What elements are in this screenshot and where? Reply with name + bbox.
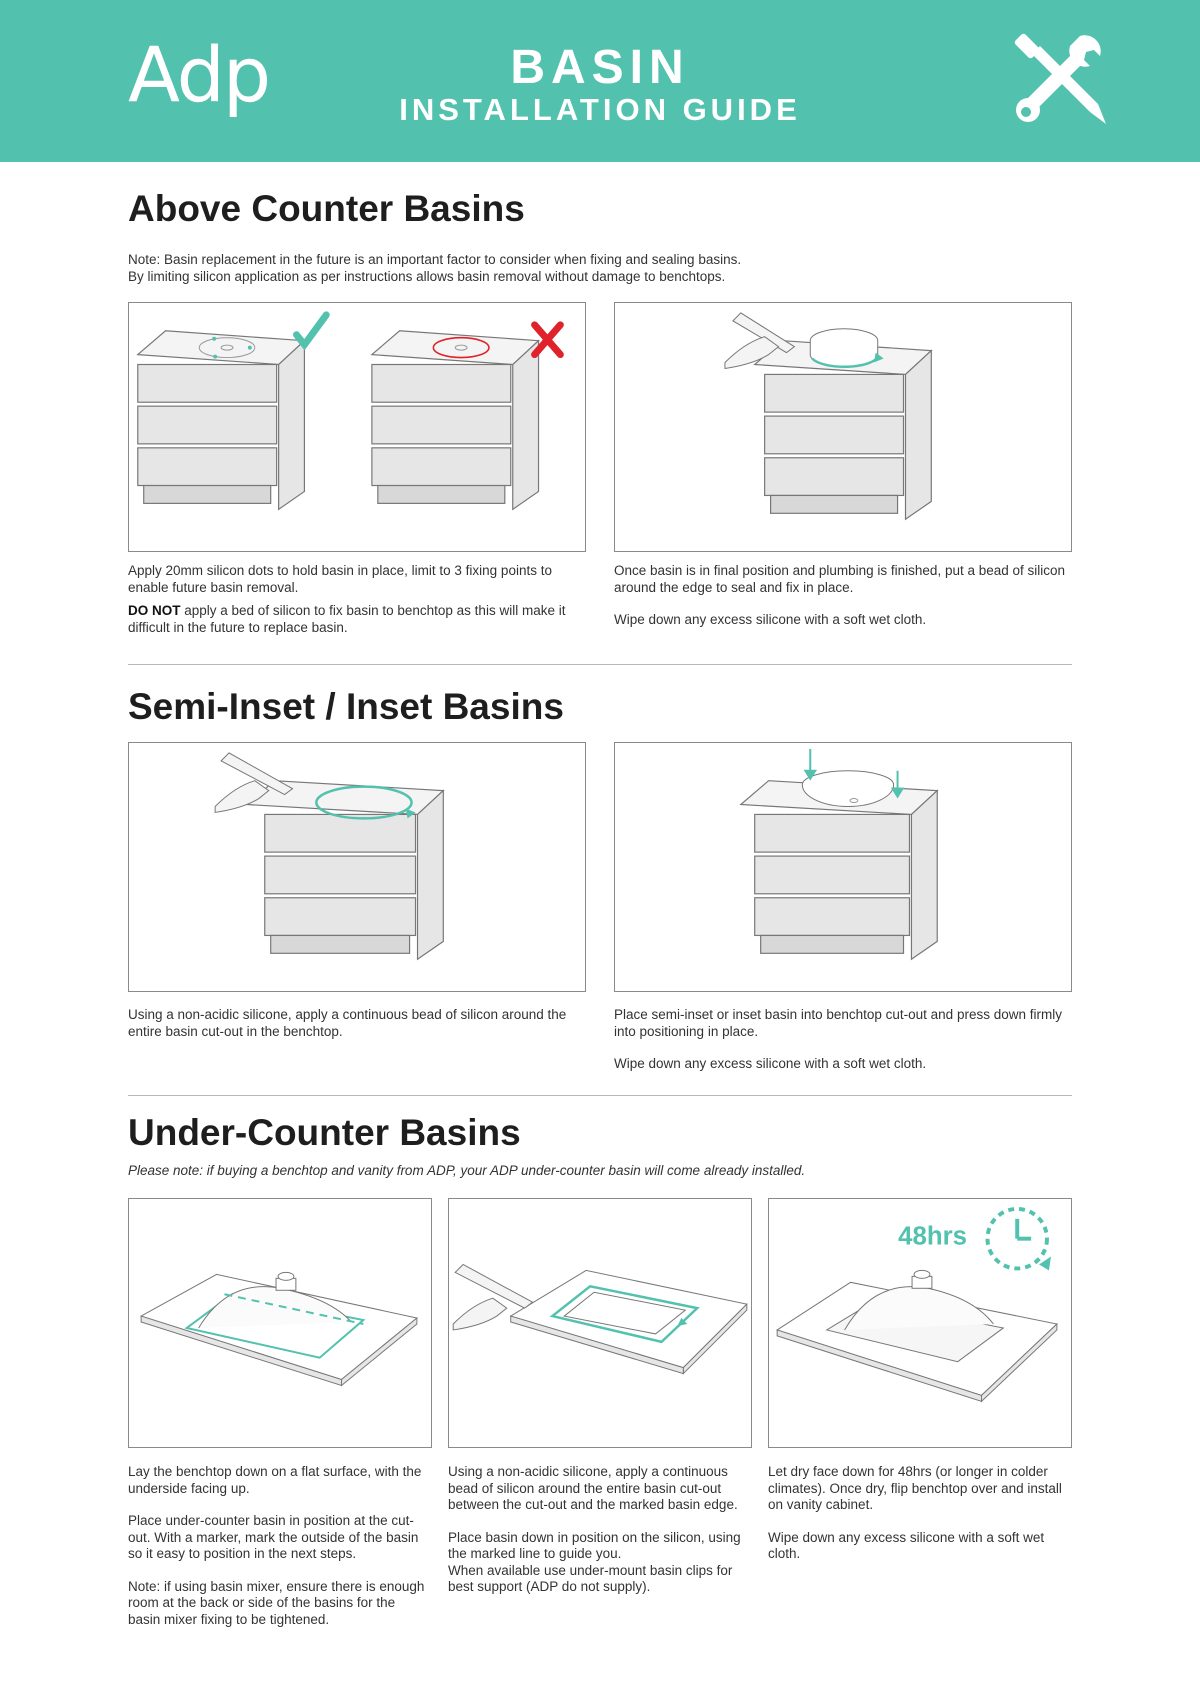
semi-right-p1: Place semi-inset or inset basin into benchtop cut-out and press down firmly into positioning in place.: [614, 1007, 1062, 1039]
under-col3-description: [768, 1464, 1072, 1579]
under-col2-description: [448, 1464, 748, 1612]
section-heading-above-counter: Above Counter Basins: [128, 188, 525, 229]
under-note: Please note: if buying a benchtop and vanity from ADP, your ADP under-counter basin will come already installed.: [128, 1163, 806, 1178]
illustration-dry-48hrs: [768, 1198, 1072, 1448]
check-icon: [296, 315, 326, 345]
above-left-p1: Apply 20mm silicon dots to hold basin in place, limit to 3 fixing points to enable future basin removal.: [128, 563, 552, 595]
above-right-p2: Wipe down any excess silicone with a soft wet cloth.: [614, 612, 927, 627]
adp-logo: Adp: [128, 30, 270, 119]
illustration-silicon-cutout: [128, 742, 586, 992]
clock-icon: [987, 1209, 1050, 1271]
above-left-warning: DO NOT: [128, 603, 181, 618]
illustration-silicon-bead-above: [614, 302, 1072, 552]
above-note: [128, 251, 1028, 285]
under-col1-description: [128, 1464, 428, 1644]
semi-left-p1: Using a non-acidic silicone, apply a continuous bead of silicon around the entire basin cut-out in the benchtop.: [128, 1007, 567, 1039]
above-note-line2: By limiting silicon application as per instructions allows basin removal without damage to benchtops.: [128, 269, 726, 284]
cross-icon: [535, 325, 561, 355]
above-note-line1: Note: Basin replacement in the future is an important factor to consider when fixing and sealing basins.: [128, 252, 742, 267]
semi-right-description: [614, 1007, 1074, 1089]
page-subtitle: INSTALLATION GUIDE: [399, 92, 801, 127]
above-right-p1: Once basin is in final position and plumbing is finished, put a bead of silicon around the edge to seal and fix in place.: [614, 563, 1066, 595]
under-col1-p1: Lay the benchtop down on a flat surface, with the underside facing up.: [128, 1464, 422, 1496]
under-col2-p2b: When available use under-mount basin clips for best support (ADP do not supply).: [448, 1562, 733, 1594]
under-col1-p3: Note: if using basin mixer, ensure there is enough room at the back or side of the basins for the basin mixer fixing to be tightened.: [128, 1578, 425, 1627]
under-col2-p2a: Place basin down in position on the silicon, using the marked line to guide you.: [448, 1529, 741, 1561]
section-divider: [128, 664, 1072, 665]
section-heading-under-counter: Under-Counter Basins: [128, 1112, 521, 1153]
under-col3-p1: Let dry face down for 48hrs (or longer in colder climates). Once dry, flip benchtop over and install on vanity cabinet.: [768, 1464, 1062, 1512]
wrench-screwdriver-icon: [1010, 28, 1110, 128]
timer-label: 48hrs: [898, 1222, 967, 1251]
above-left-p2: apply a bed of silicon to fix basin to benchtop as this will make it difficult in the future to replace basin.: [128, 603, 566, 635]
under-col1-p2: Place under-counter basin in position at the cut-out. With a marker, mark the outside of the basin so it easy to position in the next steps.: [128, 1513, 419, 1561]
above-right-description: [614, 563, 1074, 645]
section-heading-semi-inset: Semi-Inset / Inset Basins: [128, 686, 564, 727]
illustration-silicon-under: [448, 1198, 752, 1448]
illustration-silicon-dots: [128, 302, 586, 552]
section-divider: [128, 1095, 1072, 1096]
under-col2-p1: Using a non-acidic silicone, apply a continuous bead of silicon around the entire basin cut-out between the cut-out and the marked basin edge.: [448, 1464, 738, 1512]
above-left-description: [128, 563, 588, 652]
semi-right-p2: Wipe down any excess silicone with a soft wet cloth.: [614, 1056, 927, 1071]
page-title: BASIN: [510, 41, 690, 94]
under-col3-p2: Wipe down any excess silicone with a soft wet cloth.: [768, 1529, 1045, 1561]
semi-left-description: [128, 1007, 588, 1056]
illustration-mark-basin: [128, 1198, 432, 1448]
header-banner: [0, 0, 1200, 162]
illustration-place-basin: [614, 742, 1072, 992]
